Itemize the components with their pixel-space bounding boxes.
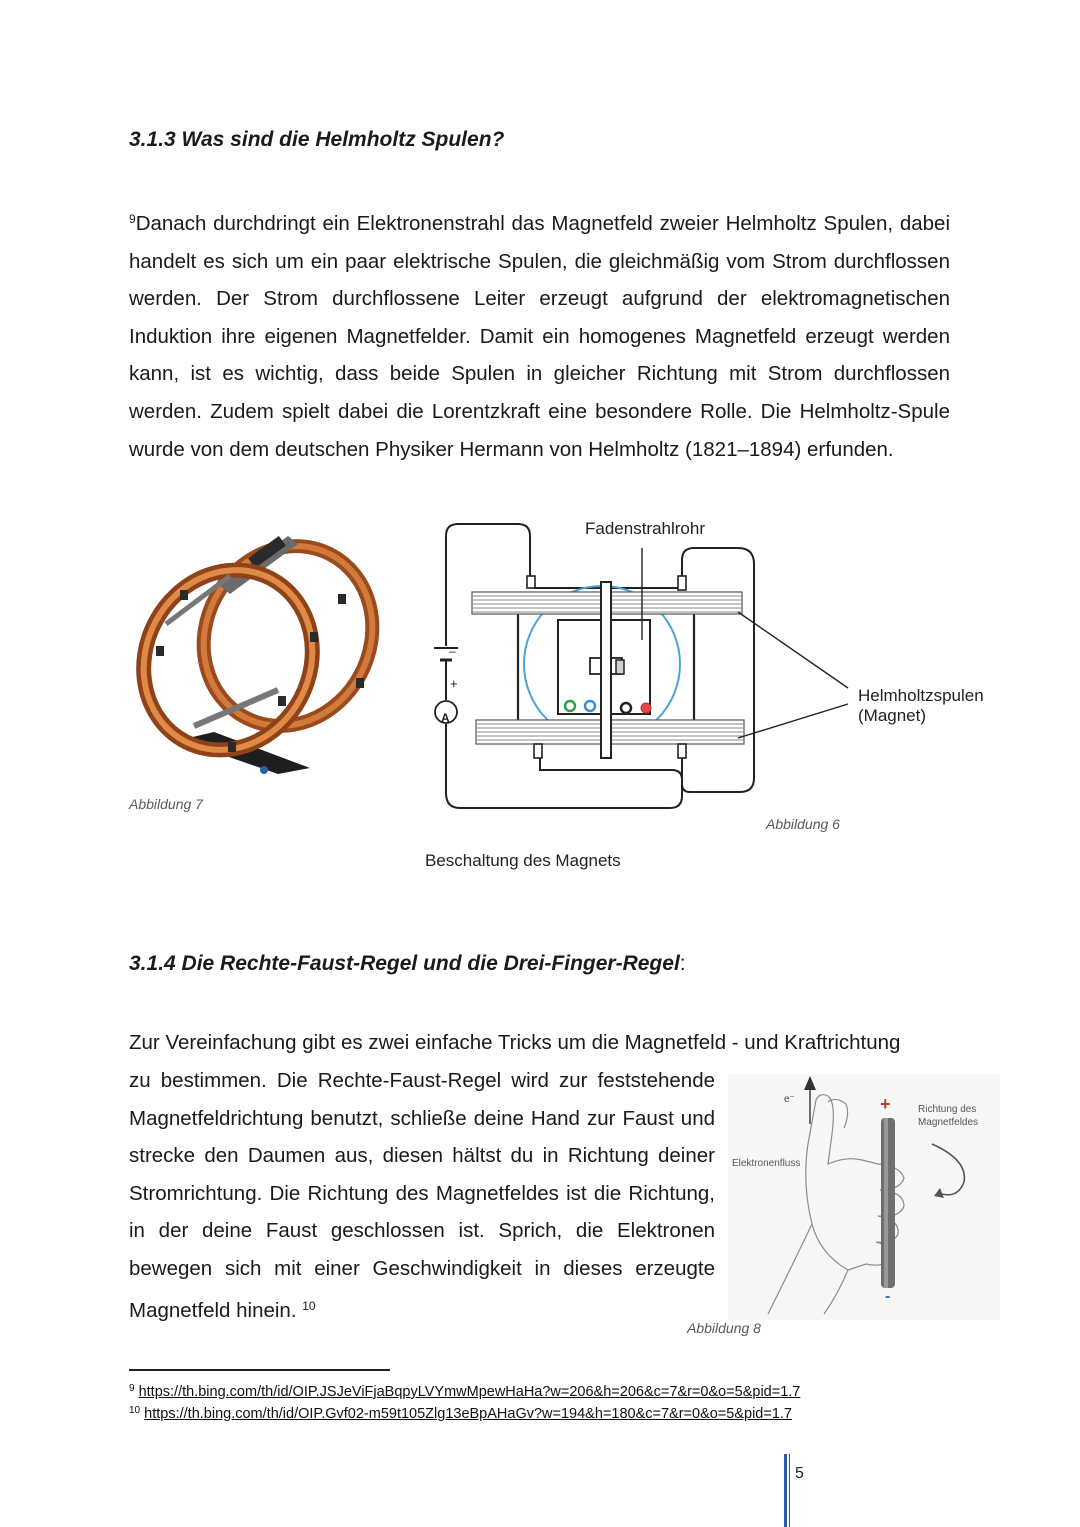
paragraph-helmholtz-text: Danach durchdringt ein Elektronenstrahl das Magnetfeld zweier Helmholtz Spulen, dabei handelt es sich um ein paar elektrische Spulen, die gleichmäßig vom Strom durchflossen werden. Der Strom durchflossene Leiter erzeugt aufgrund der elektromagnetischen Induktion ihre eigenen Magnetfelder. Damit ein homogenes Magnetfeld erzeugt werden kann, ist es wichtig, dass beide Spulen in gleicher Richtung mit Strom durchflossen werden. Zudem spielt dabei die Lorentzkraft eine besondere Rolle. Die Helmholtz-Spule wurde von dem deutschen Physiker Hermann von Helmholtz (1821–1894) erfunden. <box>129 212 950 461</box>
battery-minus-sign: – <box>449 644 456 658</box>
page-number: 5 <box>795 1465 804 1482</box>
figure-6-circuit-diagram <box>420 508 1000 818</box>
footnote-separator <box>129 1369 390 1371</box>
plus-sign: + <box>880 1094 891 1114</box>
helmholtz-circuit-svg <box>420 508 1000 818</box>
field-direction-label-1: Richtung des <box>918 1104 977 1115</box>
paragraph-helmholtz <box>129 201 950 468</box>
ammeter-label: A <box>441 711 450 725</box>
helmholtz-coils-illustration <box>128 528 390 790</box>
footnote-ref-10: 10 <box>302 1298 316 1313</box>
paragraph-rules <box>129 1062 715 1329</box>
coils-label-line1: Helmholtzspulen <box>858 686 984 705</box>
footnote-10-num: 10 <box>129 1405 141 1416</box>
electron-label: e⁻ <box>784 1094 795 1105</box>
footnote-10 <box>129 1405 792 1422</box>
figure-6-caption: Abbildung 6 <box>766 816 840 832</box>
section-heading-rules <box>129 952 686 976</box>
figure-8-right-hand-rule <box>728 1074 1000 1320</box>
paragraph-rules-text: zu bestimmen. Die Rechte-Faust-Regel wird zur feststehende Magnetfeldrichtung benutzt, schließe deine Hand zur Faust und strecke den Daumen aus, diesen hältst du in Richtung deiner Stromrichtung. Die Richtung des Magnetfeldes ist die Richtung, in der deine Faust geschlossen ist. Sprich, die Elektronen bewegen sich mit einer Geschwindigkeit in dieses erzeugte Magnetfeld hinein. <box>129 1069 715 1322</box>
page-number-bar-thin <box>789 1454 790 1527</box>
section-heading-helmholtz: 3.1.3 Was sind die Helmholtz Spulen? <box>129 128 505 151</box>
footnote-9-num: 9 <box>129 1383 135 1394</box>
figure-7-helmholtz-coils-photo <box>128 528 390 790</box>
footnote-9-link[interactable]: https://th.bing.com/th/id/OIP.JSJeViFjaBqpyLVYmwMpewHaHa?w=206&h=206&c=7&r=0&o=5&pid=1.7 <box>138 1384 801 1400</box>
page-number-bar <box>784 1454 787 1527</box>
footnote-10-link[interactable]: https://th.bing.com/th/id/OIP.Gvf02-m59t105Zlg13eBpAHaGv?w=194&h=180&c=7&r=0&o=5&pid=1.7 <box>144 1406 792 1422</box>
tube-label: Fadenstrahlrohr <box>585 519 706 538</box>
figure-8-caption: Abbildung 8 <box>687 1320 761 1336</box>
footnote-ref-9: 9 <box>129 212 136 226</box>
battery-plus-sign: + <box>450 676 458 691</box>
field-direction-label-2: Magnetfeldes <box>918 1117 979 1128</box>
heading-colon: : <box>679 952 686 975</box>
figure-6-subtitle: Beschaltung des Magnets <box>425 851 621 870</box>
electron-flow-label: Elektronenfluss <box>732 1158 801 1169</box>
figure-7-caption: Abbildung 7 <box>129 796 203 812</box>
footnote-9 <box>129 1383 800 1400</box>
section-heading-rules-text: 3.1.4 Die Rechte-Faust-Regel und die Drei-Finger-Regel <box>129 952 680 975</box>
minus-sign: - <box>885 1288 891 1305</box>
paragraph-rules-line1: Zur Vereinfachung gibt es zwei einfache Tricks um die Magnetfeld - und Kraftrichtung <box>129 1031 901 1054</box>
coils-label-line2: (Magnet) <box>858 706 927 725</box>
